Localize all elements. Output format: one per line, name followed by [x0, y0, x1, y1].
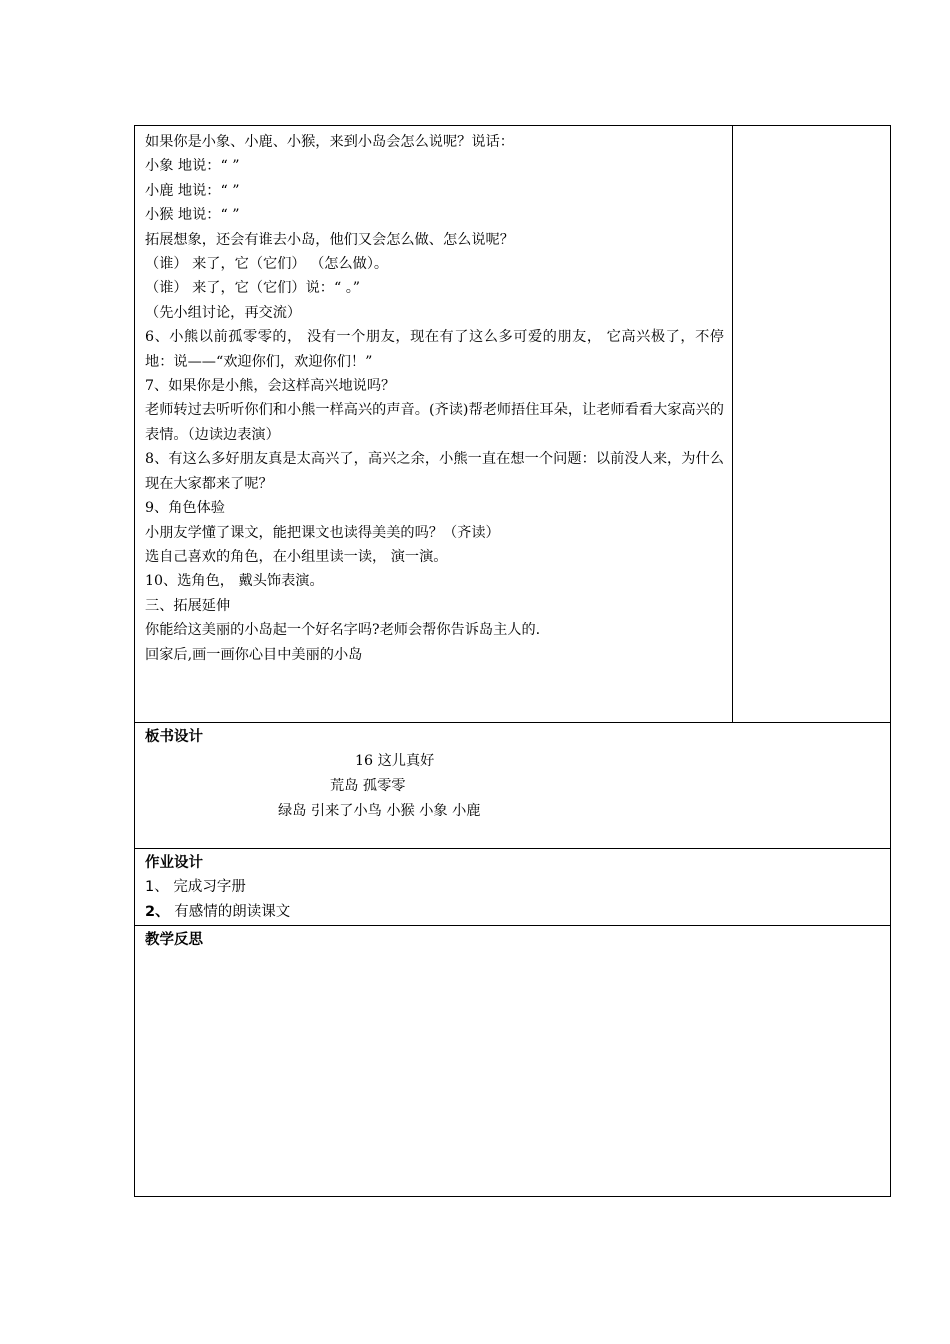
content-line: 9、角色体验: [145, 500, 225, 517]
lesson-content-cell: [135, 126, 733, 723]
homework-item-2-number: 2、: [145, 904, 170, 920]
homework-item-1: 1、 完成习字册: [145, 879, 246, 895]
homework-heading: 作业设计: [145, 855, 203, 871]
board-title: 16 这儿真好: [355, 753, 435, 769]
lesson-plan-table: [134, 125, 891, 1197]
reflection-cell: [135, 926, 890, 1196]
content-line: 你能给这美丽的小岛起一个好名字吗?老师会帮你告诉岛主人的.: [145, 622, 541, 639]
notes-column-cell: [733, 126, 890, 723]
board-design-cell: [135, 723, 890, 849]
board-line-1: 荒岛 孤零零: [330, 778, 406, 794]
board-line-2: 绿岛 引来了小鸟 小猴 小象 小鹿: [278, 803, 481, 819]
content-line: （谁） 来了，它（它们） （怎么做）。: [145, 256, 389, 273]
content-paragraph: 老师转过去听听你们和小熊一样高兴的声音。(齐读)帮老师捂住耳朵，让老师看看大家高兴的表情。（边读边表演）: [145, 402, 724, 443]
content-line: 选自己喜欢的角色，在小组里读一读， 演一演。: [145, 548, 448, 565]
board-design-heading: 板书设计: [145, 729, 203, 745]
homework-item-2-text: 有感情的朗读课文: [169, 904, 291, 920]
content-line: 拓展想象，还会有谁去小岛，他们又会怎么做、怎么说呢？: [145, 231, 514, 248]
content-paragraph: 6、小熊以前孤零零的， 没有一个朋友，现在有了这么多可爱的朋友， 它高兴极了，不停地：说——“欢迎你们，欢迎你们！”: [145, 329, 724, 370]
content-line: 小猴 地说：“ ”: [145, 207, 240, 224]
reflection-heading: 教学反思: [145, 932, 203, 948]
content-line: 如果你是小象、小鹿、小猴，来到小岛会怎么说呢？说话：: [145, 134, 514, 150]
content-line: 小象 地说：“ ”: [145, 158, 240, 175]
homework-item-2: [145, 900, 880, 925]
content-line: 7、如果你是小熊，会这样高兴地说吗？: [145, 378, 396, 395]
content-line: 三、拓展延伸: [145, 597, 231, 614]
content-line: 小朋友学懂了课文，能把课文也读得美美的吗？（齐读）: [145, 524, 500, 541]
content-line: 回家后,画一画你心目中美丽的小岛: [145, 646, 363, 663]
content-paragraph: 8、有这么多好朋友真是太高兴了，高兴之余，小熊一直在想一个问题：以前没人来，为什么现在大家都来了呢？: [145, 451, 724, 492]
content-line: （先小组讨论，再交流）: [145, 304, 302, 321]
homework-cell: [135, 849, 890, 926]
content-line: 10、选角色， 戴头饰表演。: [145, 573, 324, 590]
content-line: （谁） 来了，它（它们）说：“ 。”: [145, 280, 361, 297]
content-line: 小鹿 地说：“ ”: [145, 182, 240, 199]
